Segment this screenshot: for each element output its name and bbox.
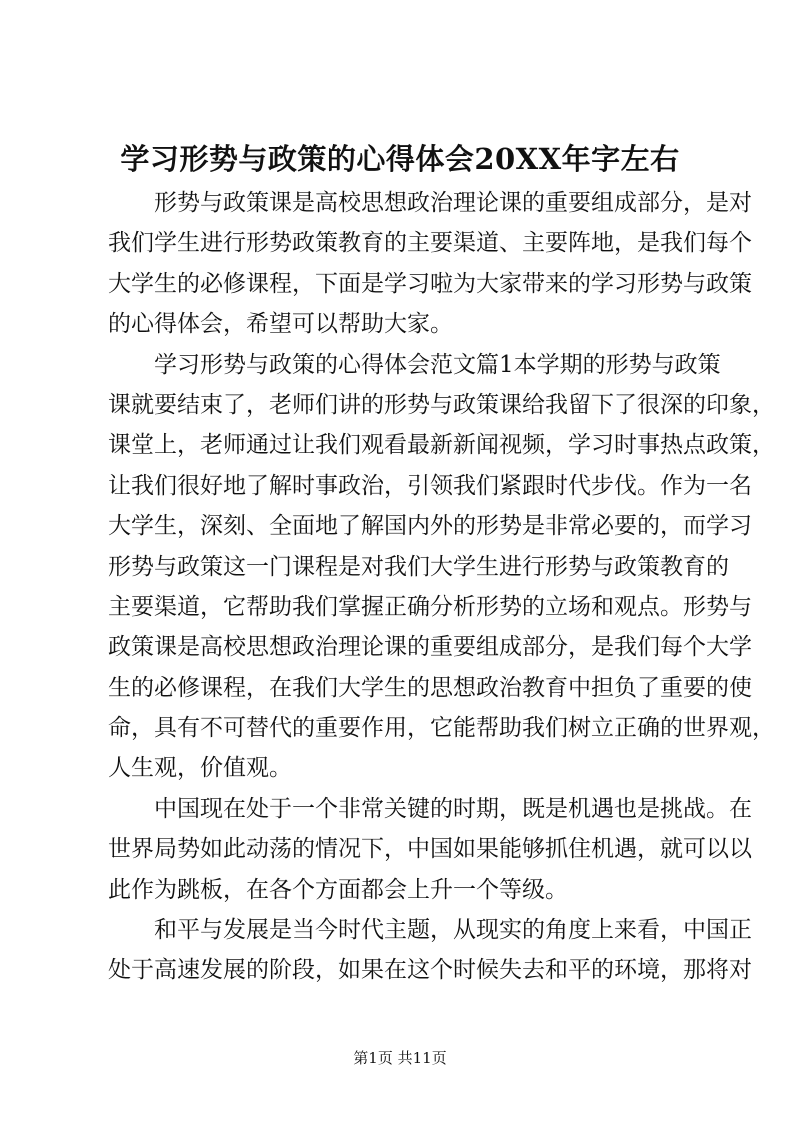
paragraph-line: 学习形势与政策的心得体会范文篇1本学期的形势与政策	[154, 351, 721, 378]
paragraph-3	[108, 789, 752, 910]
paragraph-line: 大学生，深刻、全面地了解国内外的形势是非常必要的，而学习	[108, 513, 752, 540]
paragraph-line: 中国现在处于一个非常关键的时期，既是机遇也是挑战。在	[154, 795, 752, 822]
paragraph-line: 让我们很好地了解时事政治，引领我们紧跟时代步伐。作为一名	[108, 472, 752, 499]
paragraph-line: 世界局势如此动荡的情况下，中国如果能够抓住机遇，就可以以	[108, 836, 752, 863]
paragraph-line: 形势与政策这一门课程是对我们大学生进行形势与政策教育的	[108, 553, 729, 580]
document-body	[108, 183, 775, 991]
page-number-footer: 第1页 共11页	[353, 1049, 447, 1067]
paragraph-line: 处于高速发展的阶段，如果在这个时候失去和平的环境，那将对	[108, 957, 752, 984]
paragraph-line: 生的必修课程，在我们大学生的思想政治教育中担负了重要的使	[108, 674, 752, 701]
document-title: 学习形势与政策的心得体会20XX年字左右	[120, 142, 680, 176]
paragraph-line: 主要渠道，它帮助我们掌握正确分析形势的立场和观点。形势与	[108, 593, 752, 620]
paragraph-1	[108, 183, 752, 345]
paragraph-line: 的心得体会，希望可以帮助大家。	[108, 311, 453, 338]
paragraph-line: 我们学生进行形势政策教育的主要渠道、主要阵地，是我们每个	[108, 230, 752, 257]
paragraph-line: 人生观，价值观。	[108, 755, 292, 782]
paragraph-line: 大学生的必修课程，下面是学习啦为大家带来的学习形势与政策	[108, 270, 752, 297]
paragraph-line: 形势与政策课是高校思想政治理论课的重要组成部分，是对	[154, 190, 752, 216]
paragraph-line: 和平与发展是当今时代主题，从现实的角度上来看，中国正	[154, 917, 752, 944]
paragraph-line: 政策课是高校思想政治理论课的重要组成部分，是我们每个大学	[108, 634, 752, 661]
paragraph-4	[108, 910, 752, 991]
paragraph-line: 此作为跳板，在各个方面都会上升一个等级。	[108, 876, 568, 903]
paragraph-line: 命，具有不可替代的重要作用，它能帮助我们树立正确的世界观，	[108, 715, 775, 742]
paragraph-line: 课堂上，老师通过让我们观看最新新闻视频，学习时事热点政策，	[108, 432, 775, 459]
paragraph-line: 课就要结束了，老师们讲的形势与政策课给我留下了很深的印象，	[108, 391, 775, 418]
paragraph-2	[108, 345, 775, 789]
